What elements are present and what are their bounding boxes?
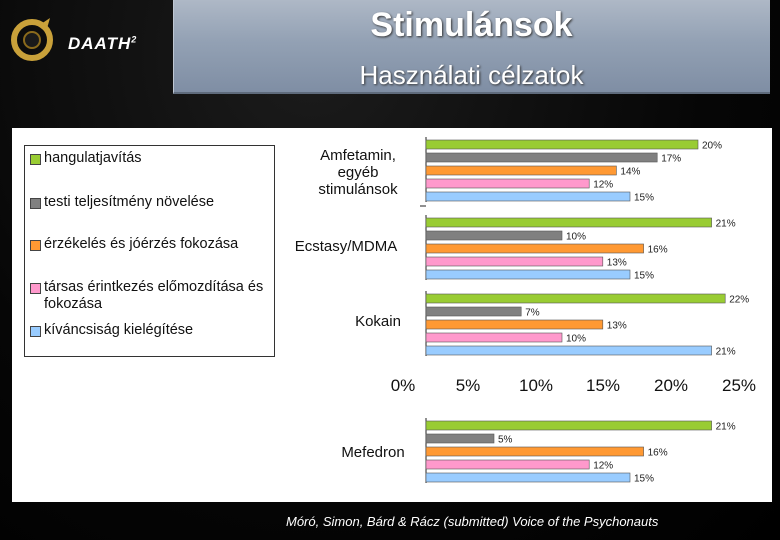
bar [426, 166, 616, 175]
data-label: 21% [715, 218, 736, 230]
legend-label: hangulatjavítás [44, 150, 142, 166]
category-label-line: Amfetamin, [320, 147, 396, 164]
data-label: 22% [729, 294, 750, 306]
category-label-line: Kokain [355, 313, 401, 330]
bar [426, 294, 725, 303]
category-label-line: egyéb [337, 164, 379, 181]
data-label: 16% [647, 244, 668, 256]
bar [426, 231, 562, 240]
data-label: 14% [620, 166, 641, 178]
bar [426, 270, 630, 279]
bar [426, 421, 712, 430]
logo-text: DAATH$^2$ [68, 34, 138, 53]
data-label: 15% [634, 192, 655, 204]
data-label: 21% [715, 421, 736, 433]
legend-label: kíváncsiság kielégítése [44, 322, 194, 338]
bar [426, 179, 589, 188]
legend-label: testi teljesítmény növelése [44, 194, 215, 210]
data-label: 20% [702, 140, 723, 152]
bar [426, 346, 712, 355]
category-label-line: stimulánsok [318, 181, 398, 198]
data-label: 15% [634, 473, 655, 485]
x-tick-label: 15% [585, 376, 621, 395]
data-label: 12% [593, 179, 614, 191]
x-tick-label: 25% [721, 376, 757, 395]
page-title: Stimulánsok [370, 6, 573, 44]
bar [426, 333, 562, 342]
x-tick-label: 5% [455, 376, 481, 395]
bar [426, 192, 630, 201]
data-label: 13% [606, 257, 627, 269]
x-tick-label: 0% [390, 376, 416, 395]
bar [426, 307, 521, 316]
bar [426, 460, 589, 469]
bar [426, 320, 603, 329]
bar [426, 153, 657, 162]
data-label: 15% [634, 270, 655, 282]
data-label: 12% [593, 460, 614, 472]
legend-label: érzékelés és jóérzés fokozása [44, 236, 239, 252]
x-tick-label: 10% [518, 376, 554, 395]
data-label: 17% [661, 153, 682, 165]
bar [426, 140, 698, 149]
bar [426, 473, 630, 482]
bar [426, 218, 712, 227]
data-label: 5% [498, 434, 513, 446]
legend-label: társas érintkezés előmozdítása és fokozása [44, 279, 264, 312]
data-label: 7% [525, 307, 540, 319]
data-label: 16% [647, 447, 668, 459]
page-subtitle: Használati célzatok [359, 60, 584, 90]
bar [426, 434, 494, 443]
data-label: 13% [606, 320, 627, 332]
data-label: 10% [566, 333, 587, 345]
x-tick-label: 20% [653, 376, 689, 395]
category-label-line: Mefedron [341, 444, 405, 461]
data-label: 10% [566, 231, 587, 243]
bar [426, 257, 603, 266]
category-label-line: Ecstasy/MDMA [294, 238, 398, 255]
bar [426, 244, 644, 253]
bar [426, 447, 644, 456]
source-credit: Móró, Simon, Bárd & Rácz (submitted) Voice of the Psychonauts [286, 514, 659, 529]
data-label: 21% [715, 346, 736, 358]
